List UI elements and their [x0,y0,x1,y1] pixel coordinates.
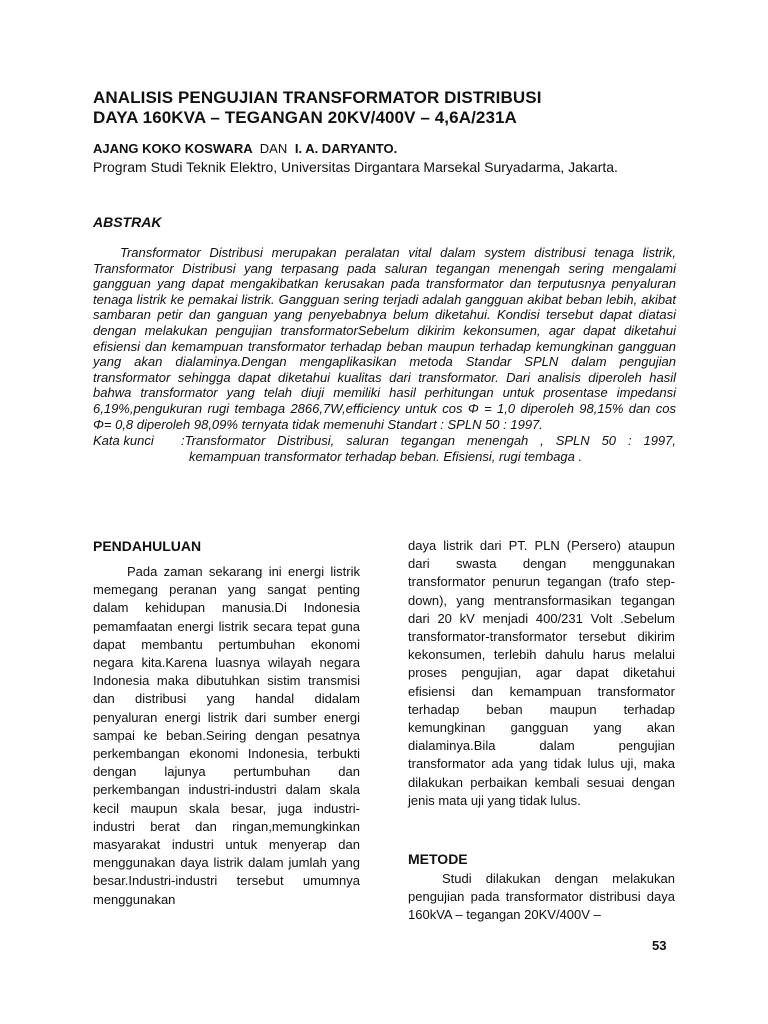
author-conjunction: DAN [259,141,288,156]
title-line-1: ANALISIS PENGUJIAN TRANSFORMATOR DISTRIBUSI [93,88,542,107]
pendahuluan-continuation: daya listrik dari PT. PLN (Persero) ataupun dari swasta dengan menggunakan transformator penurun tegangan (trafo step-down), yang mentransformasikan tegangan dari 20 kV menjadi 400/231 Volt .Sebelum transformator-transformator tersebut dikirim kekonsumen, terlebih dahulu harus melalui proses pengujian, agar dapat diketahui efisiensi dan kemampuan transformator terhadap beban maupun terhadap kemungkinan gangguan yang akan dialaminya.Bila dalam pengujian transformator ada yang tidak lulus uji, maka dilakukan perbaikan kembali sesuai dengan jenis mata uji yang tidak lulus. [408,538,675,808]
affiliation: Program Studi Teknik Elektro, Universitas Dirgantara Marsekal Suryadarma, Jakarta. [93,159,618,175]
pendahuluan-paragraph: Pada zaman sekarang ini energi listrik memegang peranan yang sangat penting dalam kehidupan manusia.Di Indonesia pemamfaatan energi listrik secara tepat guna dapat membantu pertumbuhan ekonomi negara kita.Karena luasnya wilayah negara Indonesia maka dibutuhkan sistim transmisi dan distribusi yang handal didalam penyaluran energi listrik dari sumber energi sampai ke beban.Seiring dengan pesatnya perkembangan ekonomi Indonesia, terbukti dengan lajunya pertumbuhan dan perkembangan industri-industri dalam skala kecil maupun skala besar, juga industri-industri berat dan ringan,memungkinkan masyarakat industri untuk menyerap dan menggunakan daya listrik dalam jumlah yang besar.Industri-industri tersebut umumnya menggunakan [93,564,360,907]
abstract-heading: ABSTRAK [93,214,162,230]
section-heading-metode: METODE [408,851,468,868]
abstract-body: Transformator Distribusi merupakan peralatan vital dalam system distribusi tenaga listrik, Transformator Distribusi yang terpasang pada saluran tegangan menengah sering mengalami gangguan yang dapat mengakibatkan kerusakan pada transformator dan terputusnya penyaluran tenaga listrik ke pemakai listrik. Gangguan sering terjadi adalah gangguan akibat beban lebih, akibat sambaran petir dan ganguan yang penyebabnya belum diketahui. Kondisi tersebut dapat diatasi dengan melakukan pengujian transformatorSebelum dikirim kekonsumen, agar dapat diketahui efisiensi dan kemampuan transformator terhadap beban maupun terhadap kemungkinan gangguan yang akan dialaminya.Dengan mengaplikasikan metoda Standar SPLN dalam pengujian transformator sehingga dapat diketahui kualitas dari transformator. Dari analisis diperoleh hasil bahwa transformator yang telah diuji memiliki hasil perhitungan untuk prosentase impedansi 6,19%,pengukuran rugi tembaga 2866,7W,efficiency untuk cos Φ = 1,0 diperoleh 98,15% dan cos Φ= 0,8 diperoleh 98,09% ternyata tidak memenuhi Standart : SPLN 50 : 1997. [93,245,676,432]
author-second: I. A. DARYANTO. [294,141,398,156]
column-right [408,537,675,925]
abstract-text [93,245,676,432]
author-first: AJANG KOKO KOSWARA [93,141,253,156]
column-left [93,537,360,909]
page-number: 53 [652,938,667,953]
metode-paragraph: Studi dilakukan dengan melakukan pengujian pada transformator distribusi daya 160kVA – tegangan 20KV/400V – [408,871,675,923]
author-line [93,141,693,157]
section-heading-pendahuluan: PENDAHULUAN [93,538,202,554]
title-line-2: DAYA 160KVA – TEGANGAN 20KV/400V – 4,6A/231A [93,108,517,127]
keywords-label: Kata kunci [93,433,154,448]
keywords-text: :Transformator Distribusi, saluran tegangan menengah , SPLN 50 : 1997, kemampuan transformator terhadap beban. Efisiensi, rugi tembaga . [181,433,676,464]
paper-title [93,88,693,128]
